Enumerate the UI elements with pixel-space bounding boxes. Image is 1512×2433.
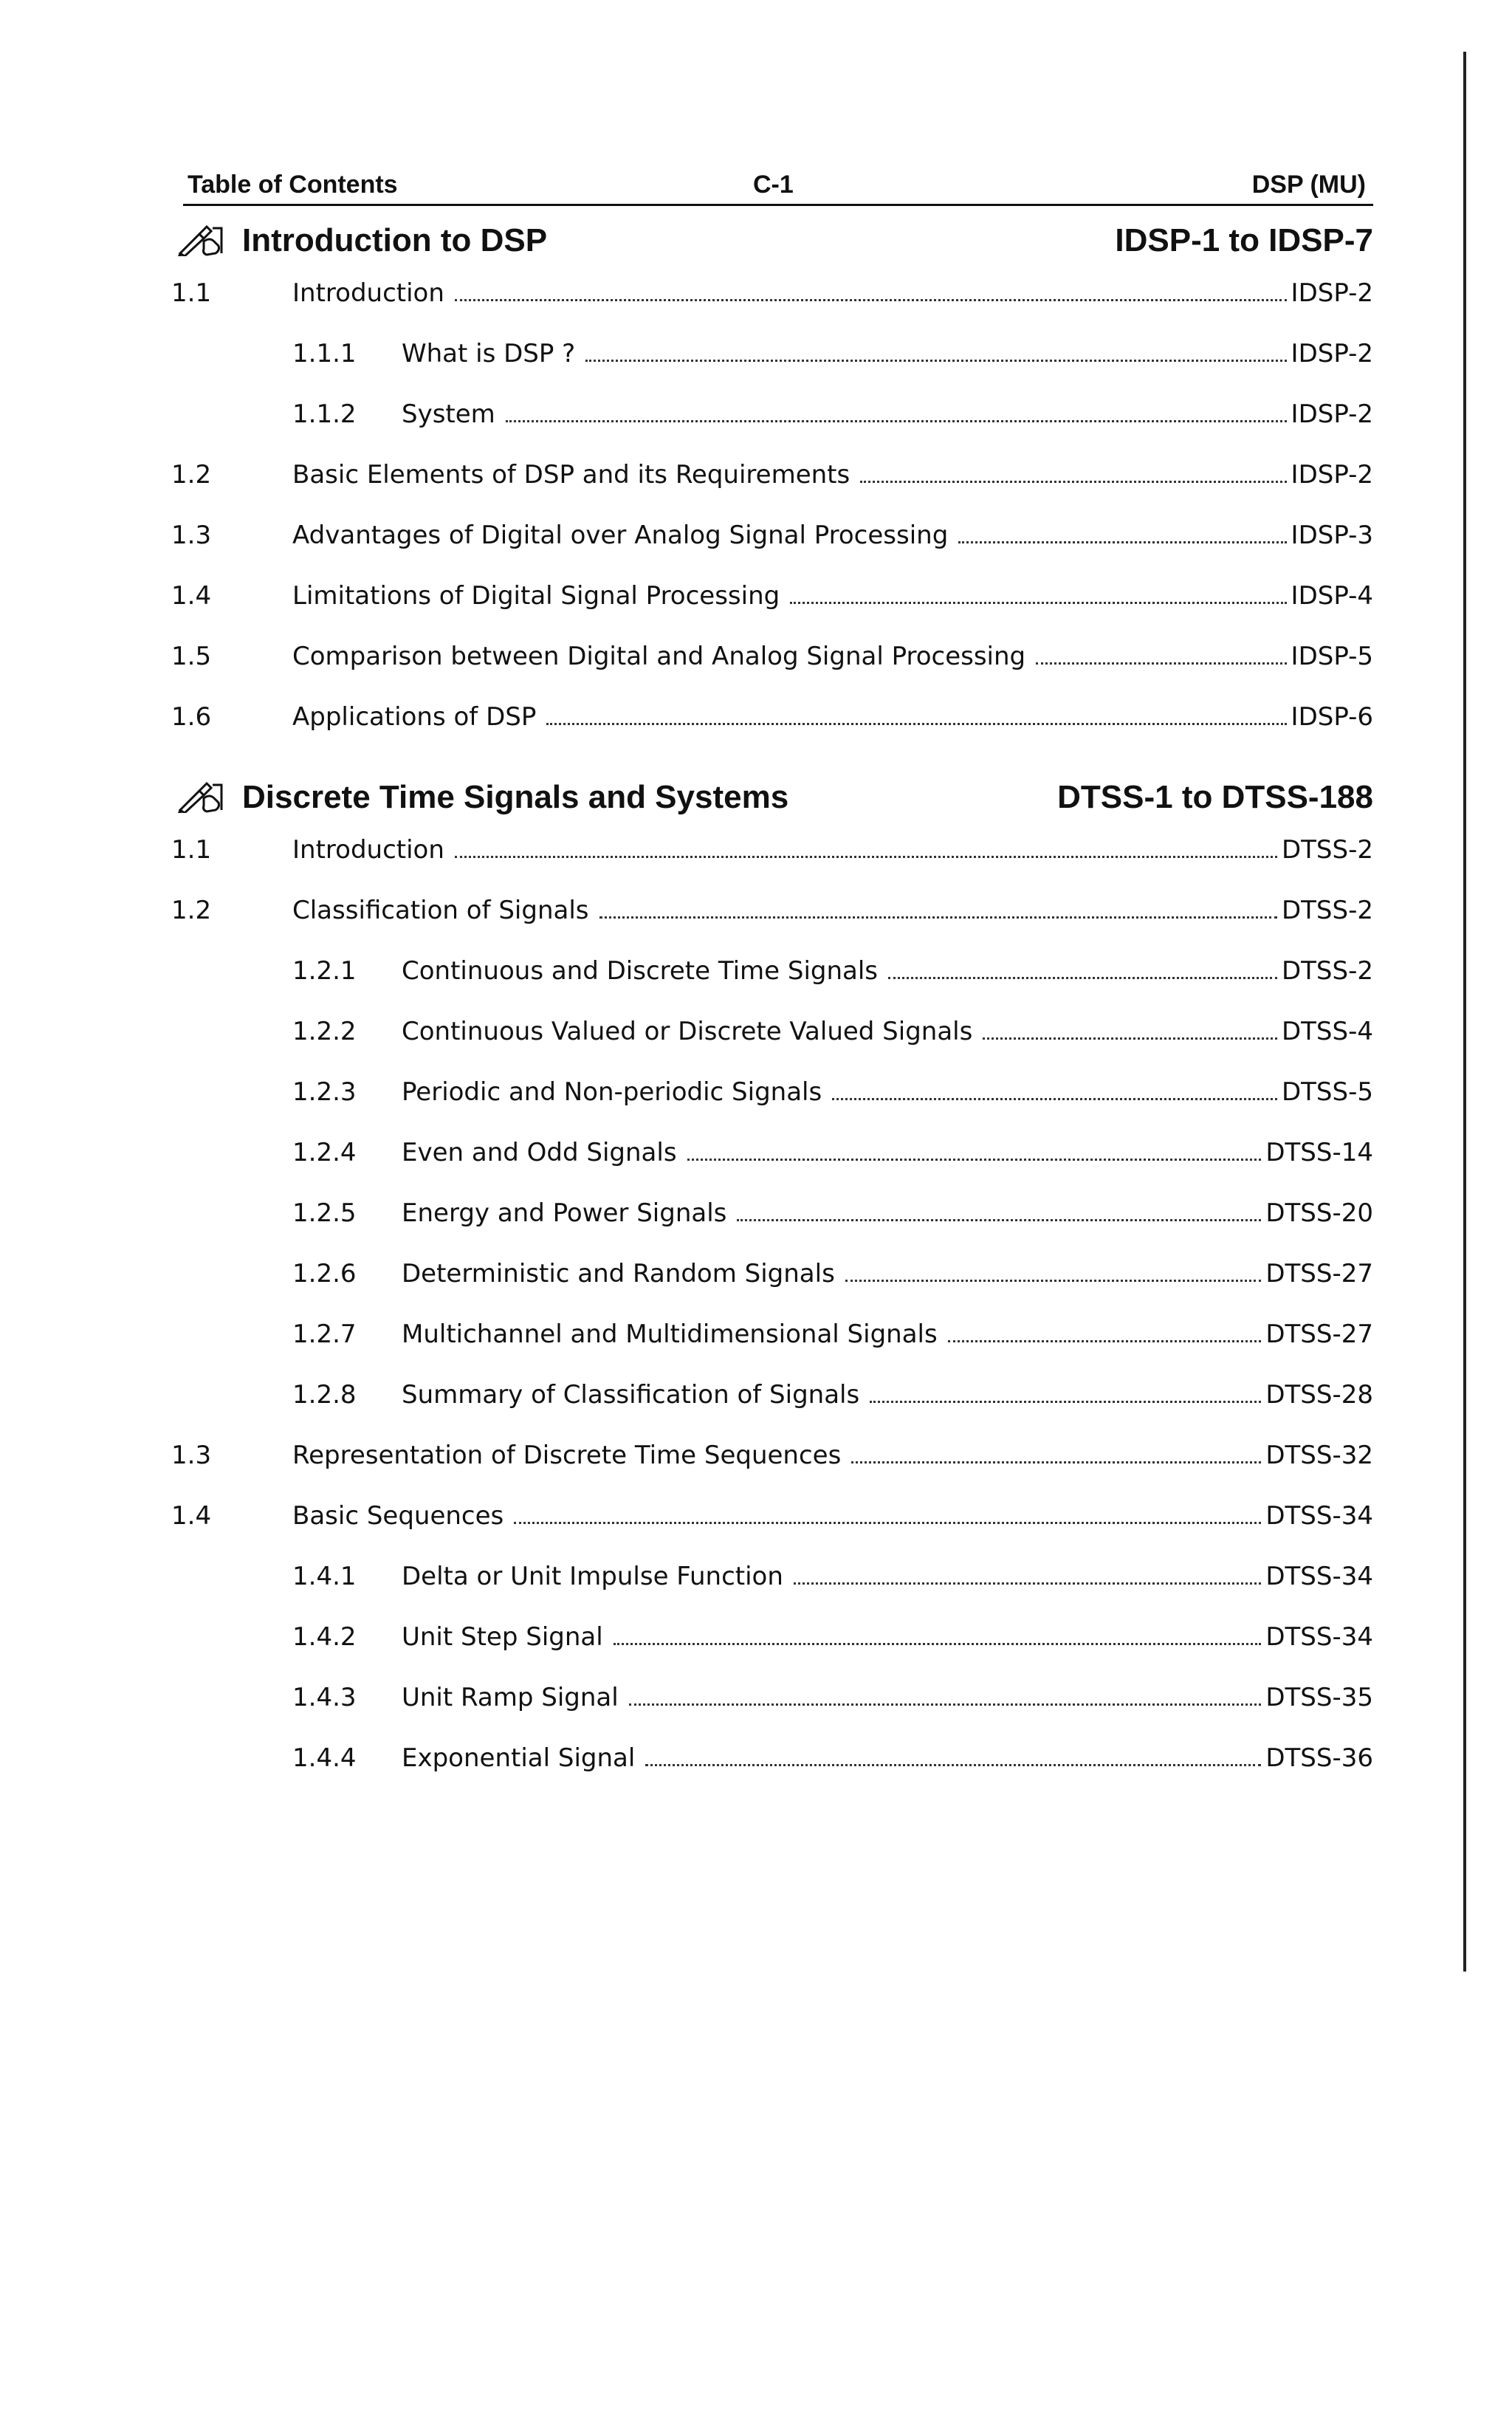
entry-number: 1.2.6 (292, 1259, 357, 1288)
entry-number: 1.1 (171, 278, 212, 308)
entry-line (292, 702, 1373, 732)
entry-title: Representation of Discrete Time Sequences (292, 1441, 842, 1470)
entry-line (292, 521, 1373, 550)
toc-entry[interactable] (183, 1125, 1373, 1185)
entry-number: 1.1.1 (292, 339, 357, 368)
chapter-heading (183, 215, 1373, 265)
toc-chapters (171, 215, 1373, 1791)
dot-leader (687, 1159, 1262, 1161)
dot-leader (599, 916, 1277, 919)
entry-number: 1.4.1 (292, 1562, 357, 1591)
dot-leader (737, 1219, 1261, 1221)
entry-title: Continuous Valued or Discrete Valued Signals (402, 1017, 973, 1046)
dot-leader (629, 1703, 1262, 1706)
entry-line (402, 1320, 1373, 1349)
entry-line (402, 1138, 1373, 1167)
page-header (183, 162, 1373, 206)
entry-number: 1.2.8 (292, 1380, 357, 1410)
dot-leader (506, 420, 1287, 422)
entry-number: 1.2.4 (292, 1138, 357, 1167)
entry-number: 1.2.2 (292, 1017, 357, 1046)
entry-page: IDSP-4 (1291, 581, 1373, 611)
dot-leader (645, 1764, 1261, 1766)
entry-number: 1.1 (171, 835, 212, 865)
toc-entry[interactable] (183, 943, 1373, 1003)
dot-leader (851, 1461, 1261, 1463)
entry-line (292, 581, 1373, 611)
dot-leader (794, 1582, 1261, 1585)
toc-entry[interactable] (183, 1306, 1373, 1367)
writing-hand-icon (177, 224, 223, 256)
entry-line (292, 896, 1373, 925)
entry-page: DTSS-36 (1265, 1743, 1373, 1773)
entry-number: 1.2.5 (292, 1198, 357, 1228)
dot-leader (845, 1280, 1262, 1282)
entry-line (402, 1017, 1373, 1046)
entry-number: 1.4.2 (292, 1622, 357, 1652)
entry-number: 1.4 (171, 1501, 212, 1531)
entry-number: 1.4.4 (292, 1743, 357, 1773)
dot-leader (585, 360, 1286, 362)
entry-title: Multichannel and Multidimensional Signals (402, 1320, 938, 1349)
header-right: DSP (MU) (1251, 171, 1366, 199)
entry-page: DTSS-34 (1265, 1501, 1373, 1531)
toc-entry[interactable] (183, 386, 1373, 447)
chapter-title: Discrete Time Signals and Systems (242, 779, 789, 815)
dot-leader (1036, 662, 1286, 665)
entry-title: Unit Ramp Signal (402, 1683, 619, 1712)
entry-line (402, 1683, 1373, 1712)
entry-page: DTSS-2 (1281, 956, 1373, 986)
entry-page: DTSS-27 (1265, 1320, 1373, 1349)
dot-leader (983, 1037, 1277, 1040)
toc-entry[interactable] (171, 882, 1373, 943)
entry-page: DTSS-2 (1281, 835, 1373, 865)
entry-page: IDSP-2 (1291, 460, 1373, 490)
entry-page: DTSS-34 (1265, 1562, 1373, 1591)
entry-line (292, 642, 1373, 671)
dot-leader (958, 541, 1286, 543)
chapter-section (171, 772, 1373, 1791)
entry-page: IDSP-2 (1291, 399, 1373, 429)
entry-page: DTSS-32 (1265, 1441, 1373, 1470)
entry-number: 1.4.3 (292, 1683, 357, 1712)
entry-line (292, 835, 1373, 865)
toc-entry[interactable] (183, 1064, 1373, 1125)
entry-page: DTSS-20 (1265, 1198, 1373, 1228)
entry-page: DTSS-35 (1265, 1683, 1373, 1712)
dot-leader (455, 856, 1277, 858)
toc-entry[interactable] (171, 1427, 1373, 1488)
toc-entry[interactable] (171, 447, 1373, 507)
entry-page: DTSS-14 (1265, 1138, 1373, 1167)
entry-title: Applications of DSP (292, 702, 537, 732)
toc-entry-list (171, 265, 1373, 749)
entry-line (402, 1077, 1373, 1107)
entry-page: DTSS-2 (1281, 896, 1373, 925)
entry-title: Continuous and Discrete Time Signals (402, 956, 879, 986)
header-page-number: C-1 (753, 171, 794, 199)
chapter-title: Introduction to DSP (242, 222, 548, 258)
entry-page: DTSS-4 (1281, 1017, 1373, 1046)
entry-line (292, 1441, 1373, 1470)
toc-entry[interactable] (183, 1609, 1373, 1670)
toc-entry[interactable] (183, 1670, 1373, 1730)
dot-leader (948, 1340, 1262, 1342)
entry-number: 1.2.1 (292, 956, 357, 986)
toc-entry[interactable] (171, 628, 1373, 689)
toc-entry[interactable] (183, 1003, 1373, 1064)
entry-title: Exponential Signal (402, 1743, 636, 1773)
toc-entry[interactable] (171, 689, 1373, 749)
entry-title: Introduction (292, 835, 444, 865)
entry-title: Classification of Signals (292, 896, 589, 925)
entry-number: 1.6 (171, 702, 212, 732)
entry-title: Basic Elements of DSP and its Requirements (292, 460, 850, 490)
entry-page: DTSS-27 (1265, 1259, 1373, 1288)
entry-line (402, 956, 1373, 986)
toc-entry[interactable] (171, 568, 1373, 628)
entry-title: Deterministic and Random Signals (402, 1259, 835, 1288)
entry-page: DTSS-5 (1281, 1077, 1373, 1107)
chapter-page-range: IDSP-1 to IDSP-7 (1115, 222, 1373, 258)
entry-line (402, 1562, 1373, 1591)
entry-title: Introduction (292, 278, 444, 308)
entry-page: IDSP-6 (1291, 702, 1373, 732)
toc-entry[interactable] (171, 507, 1373, 568)
chapter-page-range: DTSS-1 to DTSS-188 (1057, 779, 1373, 815)
dot-leader (888, 977, 1277, 979)
writing-hand-icon (177, 780, 223, 813)
header-left: Table of Contents (188, 171, 398, 199)
entry-line (292, 460, 1373, 490)
entry-line (402, 1622, 1373, 1652)
toc-entry[interactable] (183, 1185, 1373, 1246)
entry-number: 1.5 (171, 642, 212, 671)
entry-title: Periodic and Non-periodic Signals (402, 1077, 822, 1107)
entry-number: 1.2.3 (292, 1077, 357, 1107)
entry-title: What is DSP ? (402, 339, 576, 368)
entry-page: DTSS-28 (1265, 1380, 1373, 1410)
entry-page: IDSP-3 (1291, 521, 1373, 550)
entry-page: DTSS-34 (1265, 1622, 1373, 1652)
toc-entry[interactable] (183, 1246, 1373, 1306)
chapter-heading (183, 772, 1373, 822)
entry-line (402, 1743, 1373, 1773)
entry-title: Delta or Unit Impulse Function (402, 1562, 783, 1591)
entry-title: Basic Sequences (292, 1501, 504, 1531)
entry-line (402, 339, 1373, 368)
entry-title: System (402, 399, 495, 429)
toc-entry[interactable] (183, 1548, 1373, 1609)
chapter-section (171, 215, 1373, 749)
toc-entry-list (171, 822, 1373, 1791)
toc-page (171, 162, 1373, 1791)
entry-number: 1.4 (171, 581, 212, 611)
entry-number: 1.1.2 (292, 399, 357, 429)
toc-entry[interactable] (171, 265, 1373, 326)
dot-leader (790, 602, 1286, 604)
entry-line (402, 1380, 1373, 1410)
toc-entry[interactable] (171, 1488, 1373, 1548)
entry-page: IDSP-2 (1291, 278, 1373, 308)
entry-number: 1.2.7 (292, 1320, 357, 1349)
dot-leader (870, 1401, 1261, 1403)
dot-leader (546, 723, 1286, 725)
entry-page: IDSP-5 (1291, 642, 1373, 671)
toc-entry[interactable] (183, 1367, 1373, 1427)
entry-title: Energy and Power Signals (402, 1198, 727, 1228)
dot-leader (614, 1643, 1262, 1645)
entry-title: Even and Odd Signals (402, 1138, 677, 1167)
dot-leader (514, 1522, 1261, 1524)
dot-leader (860, 481, 1286, 483)
entry-title: Limitations of Digital Signal Processing (292, 581, 780, 611)
entry-number: 1.2 (171, 896, 212, 925)
entry-line (292, 278, 1373, 308)
entry-page: IDSP-2 (1291, 339, 1373, 368)
entry-number: 1.3 (171, 1441, 212, 1470)
entry-line (402, 399, 1373, 429)
entry-line (292, 1501, 1373, 1531)
entry-line (402, 1198, 1373, 1228)
entry-title: Comparison between Digital and Analog Signal Processing (292, 642, 1026, 671)
entry-title: Advantages of Digital over Analog Signal Processing (292, 521, 949, 550)
toc-entry[interactable] (171, 822, 1373, 882)
entry-title: Summary of Classification of Signals (402, 1380, 860, 1410)
dot-leader (455, 299, 1287, 301)
toc-entry[interactable] (183, 326, 1373, 386)
dot-leader (832, 1098, 1277, 1100)
entry-line (402, 1259, 1373, 1288)
toc-entry[interactable] (183, 1730, 1373, 1791)
entry-number: 1.2 (171, 460, 212, 490)
page-edge-line (1463, 52, 1466, 1972)
entry-title: Unit Step Signal (402, 1622, 603, 1652)
entry-number: 1.3 (171, 521, 212, 550)
